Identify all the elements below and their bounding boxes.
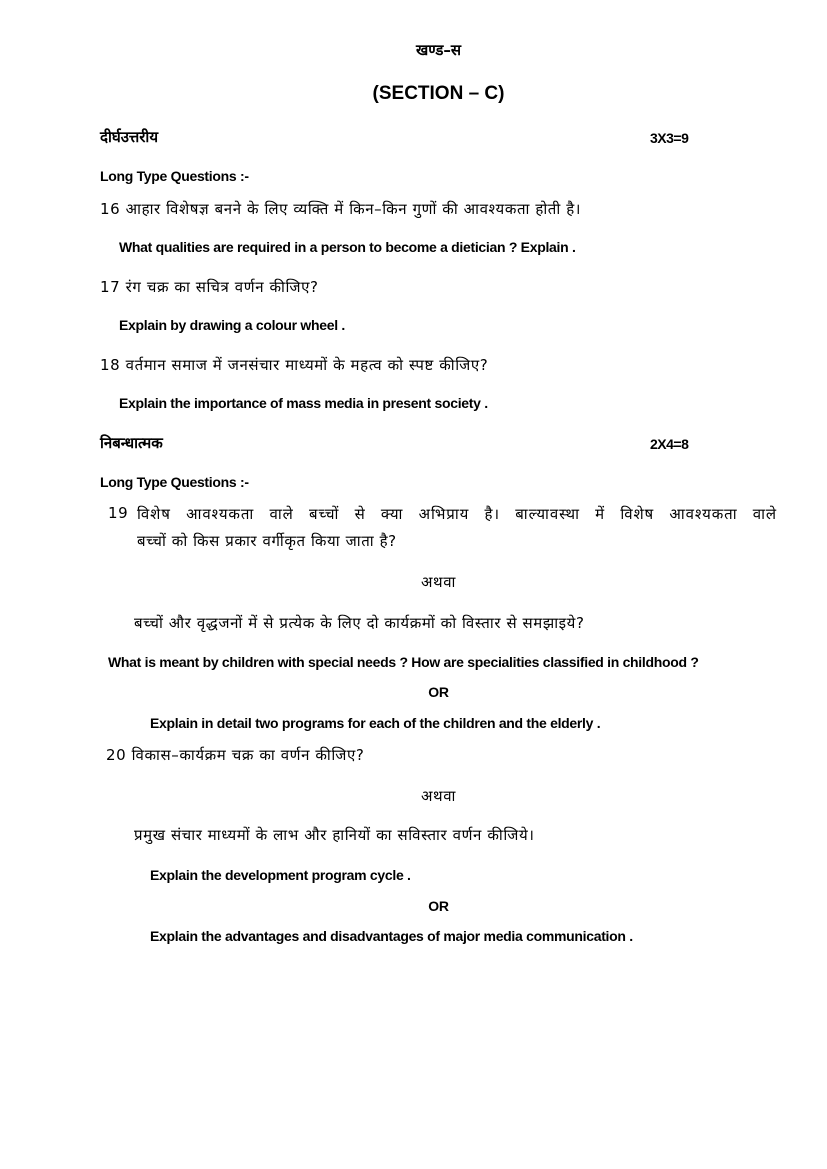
question-number: 17 bbox=[100, 278, 121, 296]
part2-subheading: Long Type Questions :- bbox=[100, 474, 249, 490]
question-18-english: Explain the importance of mass media in present society . bbox=[119, 395, 488, 411]
question-19-english: What is meant by children with special needs ? How are specialities classified in childhood ? bbox=[108, 654, 699, 670]
question-number: 20 bbox=[106, 746, 127, 764]
question-19-number: 19 bbox=[108, 504, 129, 522]
section-title-hindi: खण्ड–स bbox=[415, 41, 462, 59]
question-20-alt-hindi: प्रमुख संचार माध्यमों के लाभ और हानियों का सविस्तार वर्णन कीजिये। bbox=[134, 826, 535, 844]
question-19-alt-english: Explain in detail two programs for each of the children and the elderly . bbox=[150, 715, 601, 731]
question-text: आहार विशेषज्ञ बनने के लिए व्यक्ति में किन–किन गुणों की आवश्यकता होती है। bbox=[125, 200, 582, 218]
question-17-hindi bbox=[100, 277, 319, 297]
part1-subheading: Long Type Questions :- bbox=[100, 168, 249, 184]
question-19-hindi-line1: विशेष आवश्यकता वाले बच्चों से क्या अभिप्राय है। बाल्यावस्था में विशेष आवश्यकता वाले bbox=[137, 505, 777, 523]
or-english: OR bbox=[428, 898, 449, 914]
part1-marks: 3X3=9 bbox=[650, 130, 689, 146]
question-text: रंग चक्र का सचित्र वर्णन कीजिए? bbox=[125, 278, 319, 296]
question-16-hindi bbox=[100, 199, 581, 219]
question-text: विकास–कार्यक्रम चक्र का वर्णन कीजिए? bbox=[131, 746, 365, 764]
question-20-english: Explain the development program cycle . bbox=[150, 867, 411, 883]
section-title-english: (SECTION – C) bbox=[372, 83, 505, 104]
question-17-english: Explain by drawing a colour wheel . bbox=[119, 317, 345, 333]
question-text: वर्तमान समाज में जनसंचार माध्यमों के महत्व को स्पष्ट कीजिए? bbox=[125, 356, 489, 374]
question-number: 16 bbox=[100, 200, 121, 218]
or-hindi: अथवा bbox=[420, 573, 457, 591]
part2-marks: 2X4=8 bbox=[650, 436, 689, 452]
question-19-hindi-line2: बच्चों को किस प्रकार वर्गीकृत किया जाता है? bbox=[137, 532, 397, 550]
part1-heading: दीर्घउत्तरीय bbox=[100, 128, 159, 146]
part2-heading: निबन्धात्मक bbox=[100, 434, 163, 452]
question-number: 18 bbox=[100, 356, 121, 374]
question-19-alt-hindi: बच्चों और वृद्धजनों में से प्रत्येक के लिए दो कार्यक्रमों को विस्तार से समझाइये? bbox=[134, 614, 585, 632]
question-16-english: What qualities are required in a person to become a dietician ? Explain . bbox=[119, 239, 576, 255]
or-english: OR bbox=[428, 684, 449, 700]
question-18-hindi bbox=[100, 355, 488, 375]
question-20-alt-english: Explain the advantages and disadvantages of major media communication . bbox=[150, 928, 633, 944]
or-hindi: अथवा bbox=[420, 787, 457, 805]
question-20-hindi bbox=[106, 745, 364, 765]
